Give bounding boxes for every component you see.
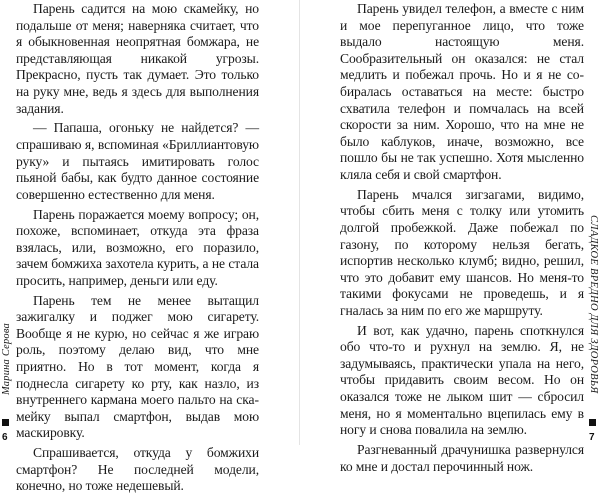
paragraph: Спрашивается, откуда у бомжихи смартфон? Не последней модели, конечно, но тоже недешевый. [16,445,259,494]
paragraph: Парень поражается моему вопросу; он, похоже, вспоминает, откуда эта фраза взялась, или, возможно, его поразило, зачем бомжиха захотела курить, а не стала просить, например, деньги или еду. [16,206,259,288]
page-number: 7 [589,432,595,443]
running-head-author: Марина Серова [1,322,12,395]
square-marker-icon [589,419,596,426]
left-page [0,0,299,494]
running-head-title: СЛАДКОЕ ВРЕДНО ДЛЯ ЗДОРОВЬЯ [588,215,599,394]
paragraph: Разгневанный драчунишка развернулся ко мне и достал перочинный нож. [340,442,584,474]
right-page-text [340,1,584,475]
left-page-text [16,1,259,495]
paragraph: Парень садится на мою скамейку, но подальше от меня; наверняка считает, что я обыкновенная неопрятная бомжара, не представляющая никакой угрозы. Прекрасно, пусть так думает. Это только на руку мне, ведь я здесь для выполнения задания. [16,1,259,116]
paragraph: И вот, как удачно, парень споткнулся обо что-то и рухнул на землю. Я, не задумываясь, практически упала на него, чтобы придавить своим весом. Но он оказался тоже не лыком шит — сбросил меня, но я моментально вцепилась ему в ногу и снова повалила на землю. [340,322,584,438]
paragraph: — Папаша, огоньку не найдется? — спрашиваю я, вспоминая «Бриллиантовую руку» и пытаясь имитировать голос пьяной бабы, как будто данное состояние совершенно естественно для меня. [16,120,259,202]
right-page [300,0,600,474]
paragraph: Парень увидел телефон, а вместе с ним и мое перепуганное лицо, что тоже выдало настоящую меня. Сообразительный он оказался: не стал медлить и побежал прочь. Но и я не собиралась оставаться на месте: быстро схватила телефон и помчалась на всей скорости за ним. Хорошо, что на мне не было каблуков, иначе, возможно, все пошло бы не так успешно. Хотя мысленно кляла себя и свой смартфон. [340,1,584,182]
paragraph: Парень тем не менее вытащил зажигалку и поджег мою сигарету. Вообще я не курю, но сейчас я же играю роль, поэтому делаю вид, что мне приятно. Но в тот момент, когда я поднесла сигарету ко рту, как назло, из внутреннего кармана моего пальто на скамейку выпал смартфон, выдав мою маскировку. [16,292,259,441]
page-number: 6 [2,432,8,443]
square-marker-icon [2,419,9,426]
paragraph: Парень мчался зигзагами, видимо, чтобы сбить меня с толку или утомить долгой пробежкой. Даже побежал по газону, по которому нельзя бегать, испортив несколько клумб; видно, решил, что это добавит ему шансов. Но меня-то такими фокусами не проведешь, и я гналась за ним по его же маршруту. [340,186,584,318]
